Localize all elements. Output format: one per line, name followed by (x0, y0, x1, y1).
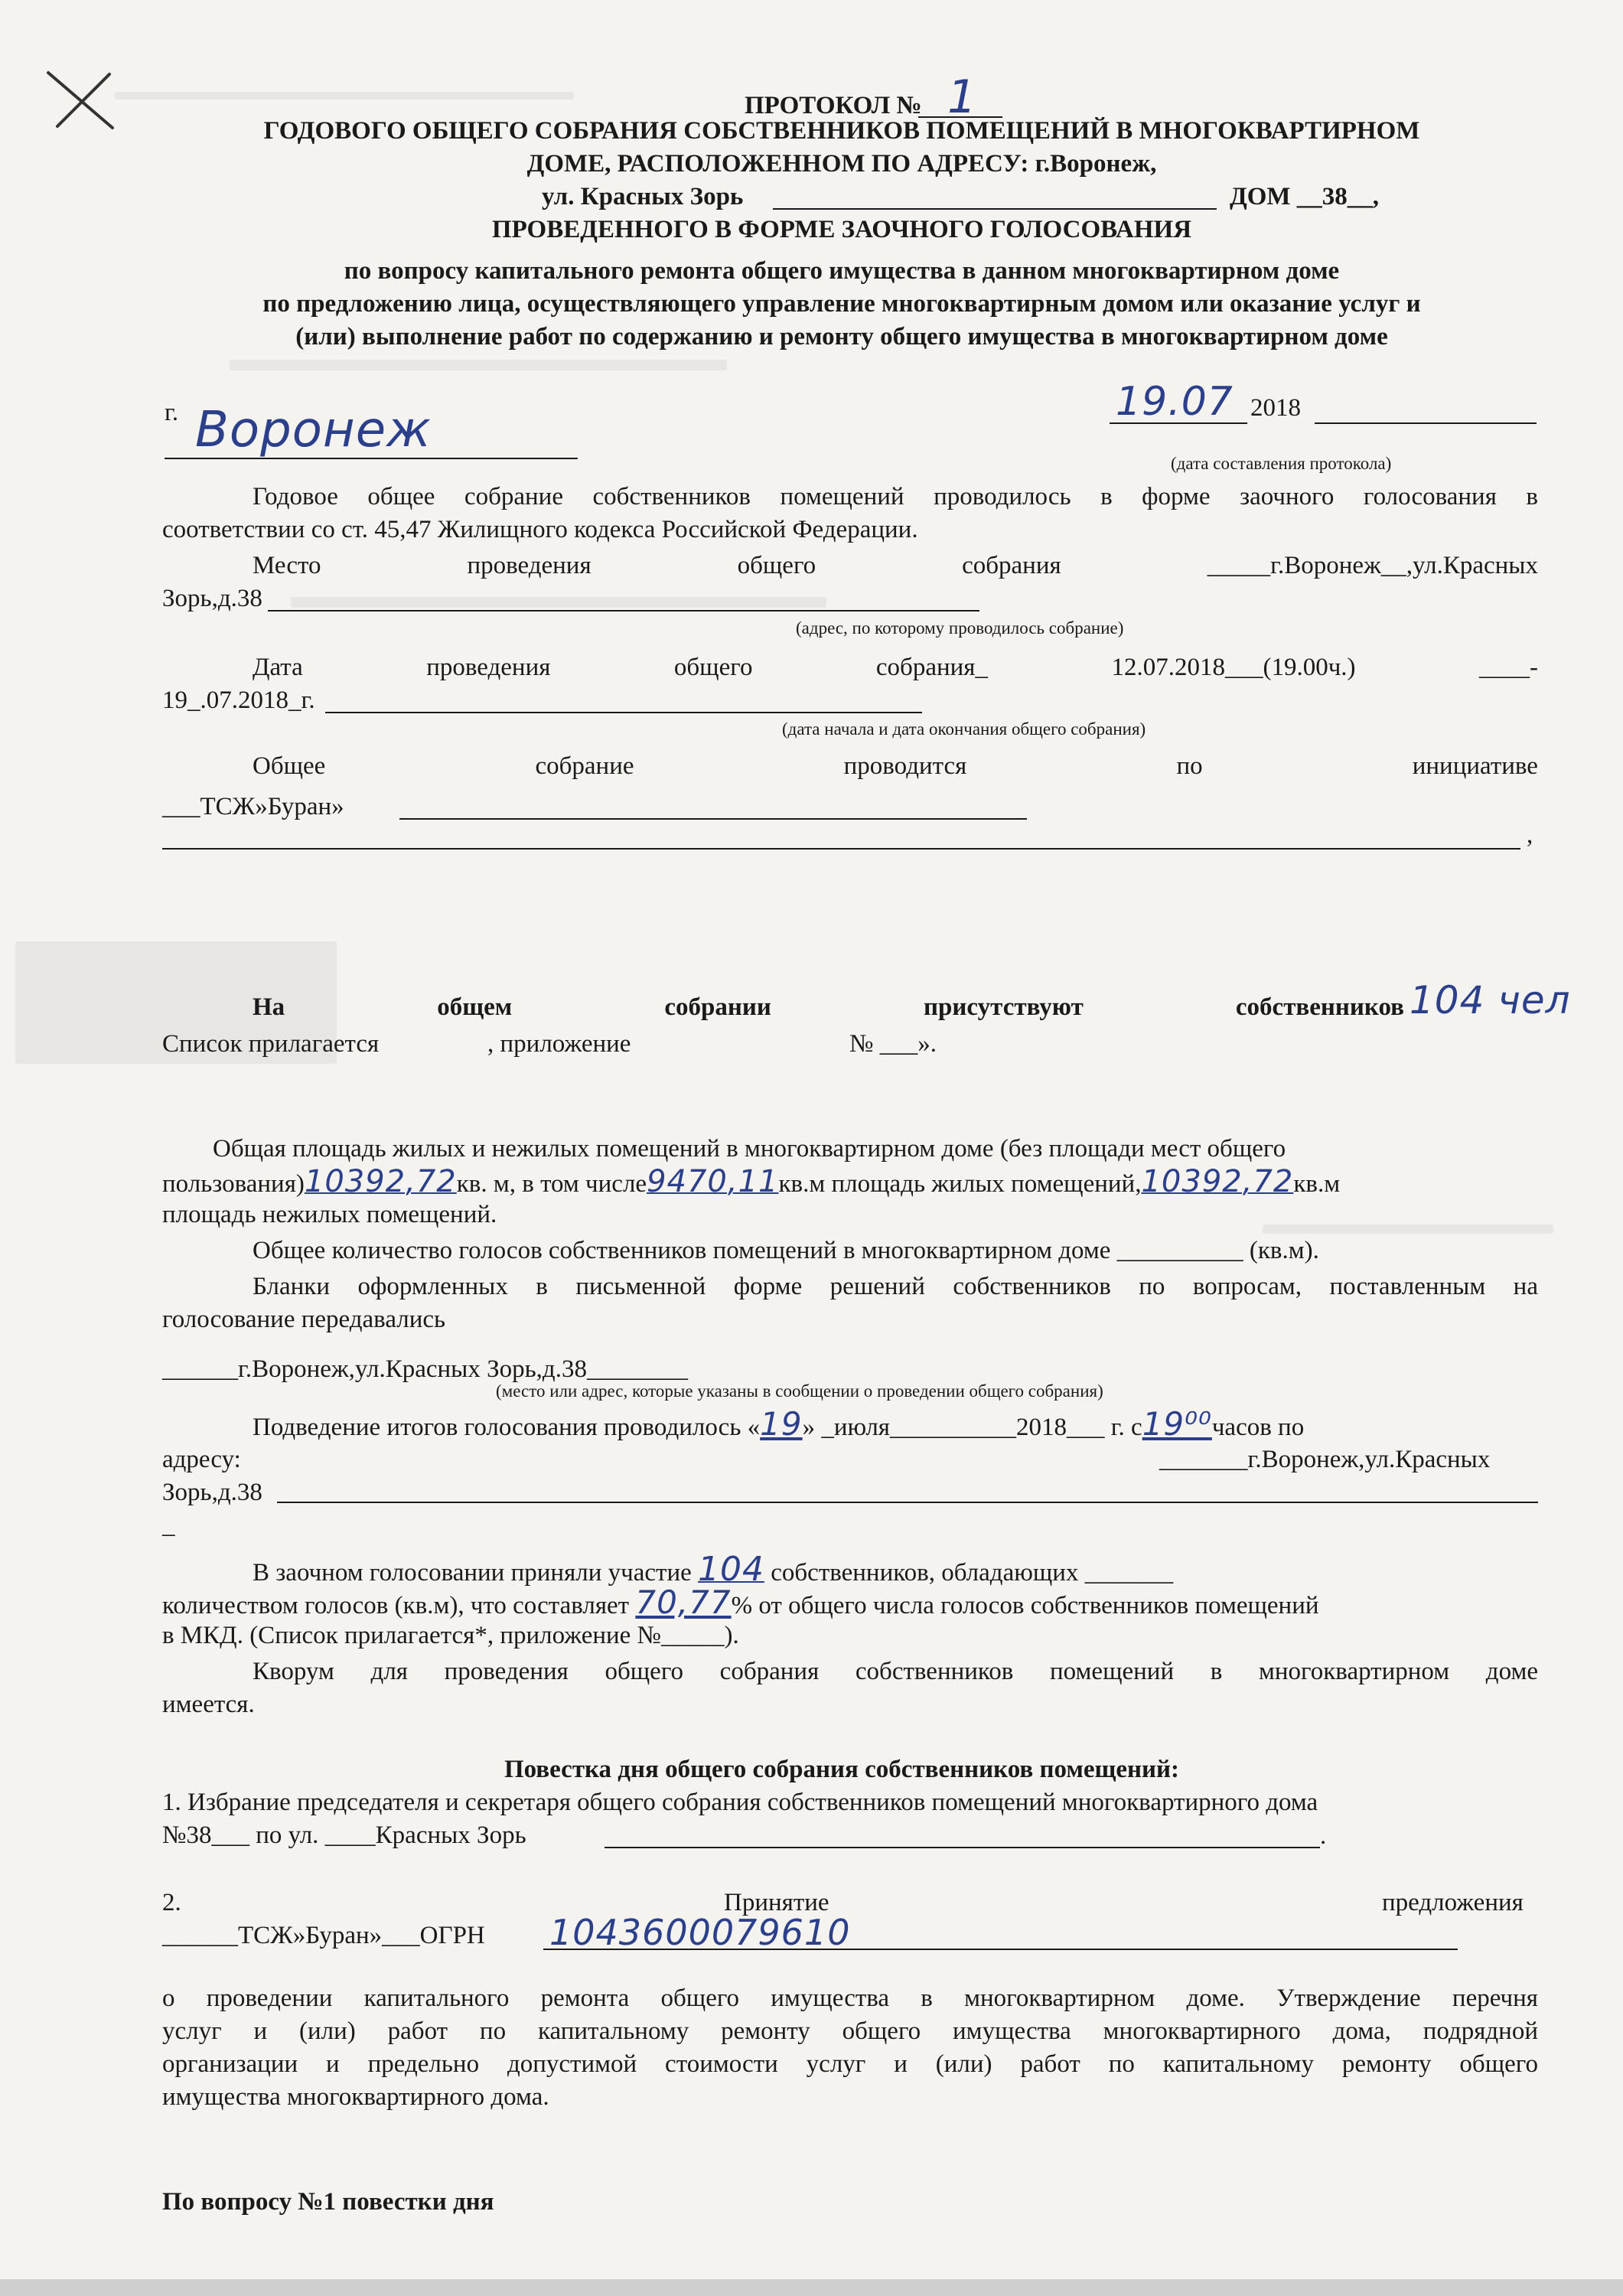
word: собрании (664, 993, 771, 1021)
scan-edge (0, 2279, 1623, 2296)
bleed-through-mark (291, 597, 826, 608)
area-line-2 (162, 1166, 1340, 1200)
date-range-caption: (дата начала и дата окончания общего собрания) (782, 719, 1146, 739)
bleed-through-mark (1263, 1225, 1553, 1234)
meeting-date-line (253, 651, 1538, 683)
count-mid: » _июля__________2018___ г. с (802, 1414, 1142, 1441)
area-line-3: площадь нежилых помещений. (162, 1201, 497, 1228)
subject-line-3: (или) выполнение работ по содержанию и ремонту общего имущества в многоквартирном доме (295, 323, 1388, 351)
street-label: ул. Красных Зорь (542, 183, 744, 210)
house-label: ДОМ __38__, (1230, 183, 1380, 210)
date-caption: (дата составления протокола) (1171, 454, 1392, 473)
count-address-cont: Зорь,д.38 (162, 1479, 262, 1506)
word: проводится (843, 752, 967, 780)
count-address: _______г.Воронеж,ул.Красных (1159, 1446, 1491, 1473)
protocol-label: ПРОТОКОЛ № (745, 92, 922, 119)
count-pre: Подведение итогов голосования проводилось « (253, 1414, 761, 1441)
forms-line-2: голосование передавались (162, 1306, 446, 1333)
word: На (253, 993, 285, 1021)
agenda-item-2-para-1: о проведении капитального ремонта общего имущества в многоквартирном доме. Утверждение перечня (162, 1985, 1538, 2012)
word: проведения (467, 552, 592, 579)
agenda-heading: Повестка дня общего собрания собственников помещений: (504, 1756, 1180, 1783)
form-line: ПРОВЕДЕННОГО В ФОРМЕ ЗАОЧНОГО ГОЛОСОВАНИЯ (491, 216, 1192, 243)
dash: _ (162, 1512, 175, 1539)
initiative-line (253, 750, 1538, 782)
city-underline (165, 458, 578, 459)
quorum-line-1: Кворум для проведения общего собрания собственников помещений в многоквартирном доме (253, 1658, 1538, 1685)
subject-line-2: по предложению лица, осуществляющего управление многоквартирным домом или оказание услуг и (262, 290, 1421, 318)
agenda-item-2-number: 2. (162, 1889, 181, 1916)
participation-line-2 (162, 1583, 1319, 1622)
agenda-item-1-line-1: 1. Избрание председателя и секретаря общего собрания собственников помещений многоквартирного дома (162, 1789, 1318, 1816)
word: общего (673, 654, 753, 681)
period: . (1320, 1822, 1327, 1850)
area-pre: пользования) (162, 1170, 305, 1198)
quorum-line-2: имеется. (162, 1691, 255, 1718)
count-address-label: адресу: (162, 1446, 241, 1473)
forms-caption: (место или адрес, которые указаны в сообщении о проведении общего собрания) (496, 1381, 1103, 1401)
agenda-item-1-line-2: №38___ по ул. ____Красных Зорь (162, 1821, 526, 1849)
title-line-2: ДОМЕ, РАСПОЛОЖЕННОМ ПО АДРЕСУ: г.Воронеж, (526, 150, 1157, 178)
word: собрания_ (875, 654, 988, 681)
participation-count-handwritten: 104 (698, 1550, 764, 1589)
count-address-underline (277, 1502, 1538, 1503)
present-line (253, 991, 1404, 1023)
area-line-1: Общая площадь жилых и нежилых помещений в многоквартирном доме (без площади мест общего (213, 1135, 1286, 1163)
meeting-end-date: 19_.07.2018_г. (162, 687, 315, 714)
agenda-item-2-para-3: организации и предельно допустимой стоимости услуг и (или) работ по капитальному ремонту общего (162, 2050, 1538, 2078)
protocol-number-handwritten: 1 (947, 70, 978, 124)
bleed-through-mark (115, 92, 574, 99)
comma: , (1527, 821, 1533, 849)
place-caption: (адрес, по которому проводилось собрание) (796, 618, 1124, 638)
meeting-place-line (253, 550, 1538, 582)
count-line (253, 1405, 1305, 1443)
word: по (1176, 752, 1203, 780)
question-1-heading: По вопросу №1 повестки дня (162, 2188, 494, 2216)
area-post: кв.м (1293, 1170, 1341, 1198)
city-prefix: г. (165, 399, 179, 426)
word: проведения (426, 654, 551, 681)
area-living-handwritten: 9470,11 (647, 1164, 779, 1199)
area-mid-2: кв.м площадь жилых помещений, (778, 1170, 1142, 1198)
year-underline (1315, 422, 1537, 424)
participation-line-3: в МКД. (Список прилагается*, приложение №_____). (162, 1622, 739, 1649)
votes-total: Общее количество голосов собственников помещений в многоквартирном доме __________ (кв.м). (253, 1237, 1319, 1264)
area-total-handwritten: 10392,72 (304, 1164, 457, 1199)
initiator-underline (399, 818, 1027, 820)
agenda-item-2-org: ______ТСЖ»Буран»___ОГРН (162, 1922, 485, 1949)
date-handwritten: 19.07 (1116, 379, 1234, 425)
word: Место (253, 552, 321, 579)
place-underline (268, 610, 979, 612)
ogrn-handwritten: 1043600079610 (549, 1912, 851, 1953)
participation-pre: В заочном голосовании приняли участие (253, 1559, 692, 1587)
cross-mark-icon (42, 65, 119, 134)
agenda-item-2-word-1: Принятие (724, 1889, 829, 1916)
count-day-handwritten: 19 (760, 1405, 803, 1443)
forms-line-1: Бланки оформленных в письменной форме решений собственников по вопросам, поставленным на (253, 1273, 1538, 1300)
count-post: часов по (1211, 1414, 1305, 1441)
meeting-start-date: 12.07.2018___(19.00ч.) (1111, 654, 1356, 681)
participation-percent-handwritten: 70,77 (635, 1583, 732, 1621)
participation-l2-post: % от общего числа голосов собственников помещений (731, 1592, 1319, 1619)
date-range-underline (325, 712, 922, 713)
subject-line-1: по вопросу капитального ремонта общего имущества в данном многоквартирном доме (344, 257, 1340, 285)
word: собственников (1235, 993, 1404, 1021)
word: Общее (253, 752, 326, 780)
forms-address: ______г.Воронеж,ул.Красных Зорь,д.38________ (162, 1355, 688, 1383)
date-underline (1110, 422, 1247, 424)
agenda-item-2-para-2: услуг и (или) работ по капитальному ремонту общего имущества многоквартирного дома, подрядной (162, 2017, 1538, 2045)
initiator-extra-line (162, 848, 1520, 850)
street-underline (773, 208, 1217, 210)
meeting-place-value: _____г.Воронеж__,ул.Красных (1207, 552, 1538, 579)
city-handwritten: Воронеж (195, 402, 432, 458)
participation-post: собственников, обладающих _______ (771, 1559, 1174, 1587)
meeting-place-cont: Зорь,д.38 (162, 585, 262, 612)
item-1-underline (605, 1847, 1320, 1848)
ogrn-underline (543, 1949, 1458, 1950)
word: ____- (1478, 654, 1538, 681)
paragraph-1: Годовое общее собрание собственников помещений проводилось в форме заочного голосования в (253, 483, 1538, 510)
list-attached: Список прилагается (162, 1030, 380, 1058)
agenda-item-2-word-2: предложения (1382, 1889, 1524, 1916)
initiator-name: ___ТСЖ»Буран» (162, 793, 344, 820)
area-mid-1: кв. м, в том числе (456, 1170, 647, 1198)
word: собрания (962, 552, 1061, 579)
appendix-label: , приложение (487, 1030, 631, 1058)
title-line-1: ГОДОВОГО ОБЩЕГО СОБРАНИЯ СОБСТВЕННИКОВ ПОМЕЩЕНИЙ В МНОГОКВАРТИРНОМ (263, 117, 1420, 145)
word: собрание (535, 752, 634, 780)
bleed-through-mark (230, 360, 727, 370)
date-year: 2018 (1250, 394, 1301, 422)
word: общем (437, 993, 513, 1021)
participation-l2-pre: количеством голосов (кв.м), что составляет (162, 1592, 630, 1619)
word: инициативе (1412, 752, 1538, 780)
word: присутствуют (924, 993, 1084, 1021)
present-count-handwritten: 104 чел (1410, 978, 1571, 1022)
appendix-number: № ___». (849, 1030, 937, 1058)
count-hour-handwritten: 19⁰⁰ (1142, 1405, 1212, 1443)
area-nonliving-handwritten: 10392,72 (1141, 1164, 1294, 1199)
word: Дата (253, 654, 303, 681)
word: общего (737, 552, 816, 579)
paragraph-1-cont: соответствии со ст. 45,47 Жилищного кодекса Российской Федерации. (162, 516, 918, 543)
agenda-item-2-para-4: имущества многоквартирного дома. (162, 2083, 549, 2111)
